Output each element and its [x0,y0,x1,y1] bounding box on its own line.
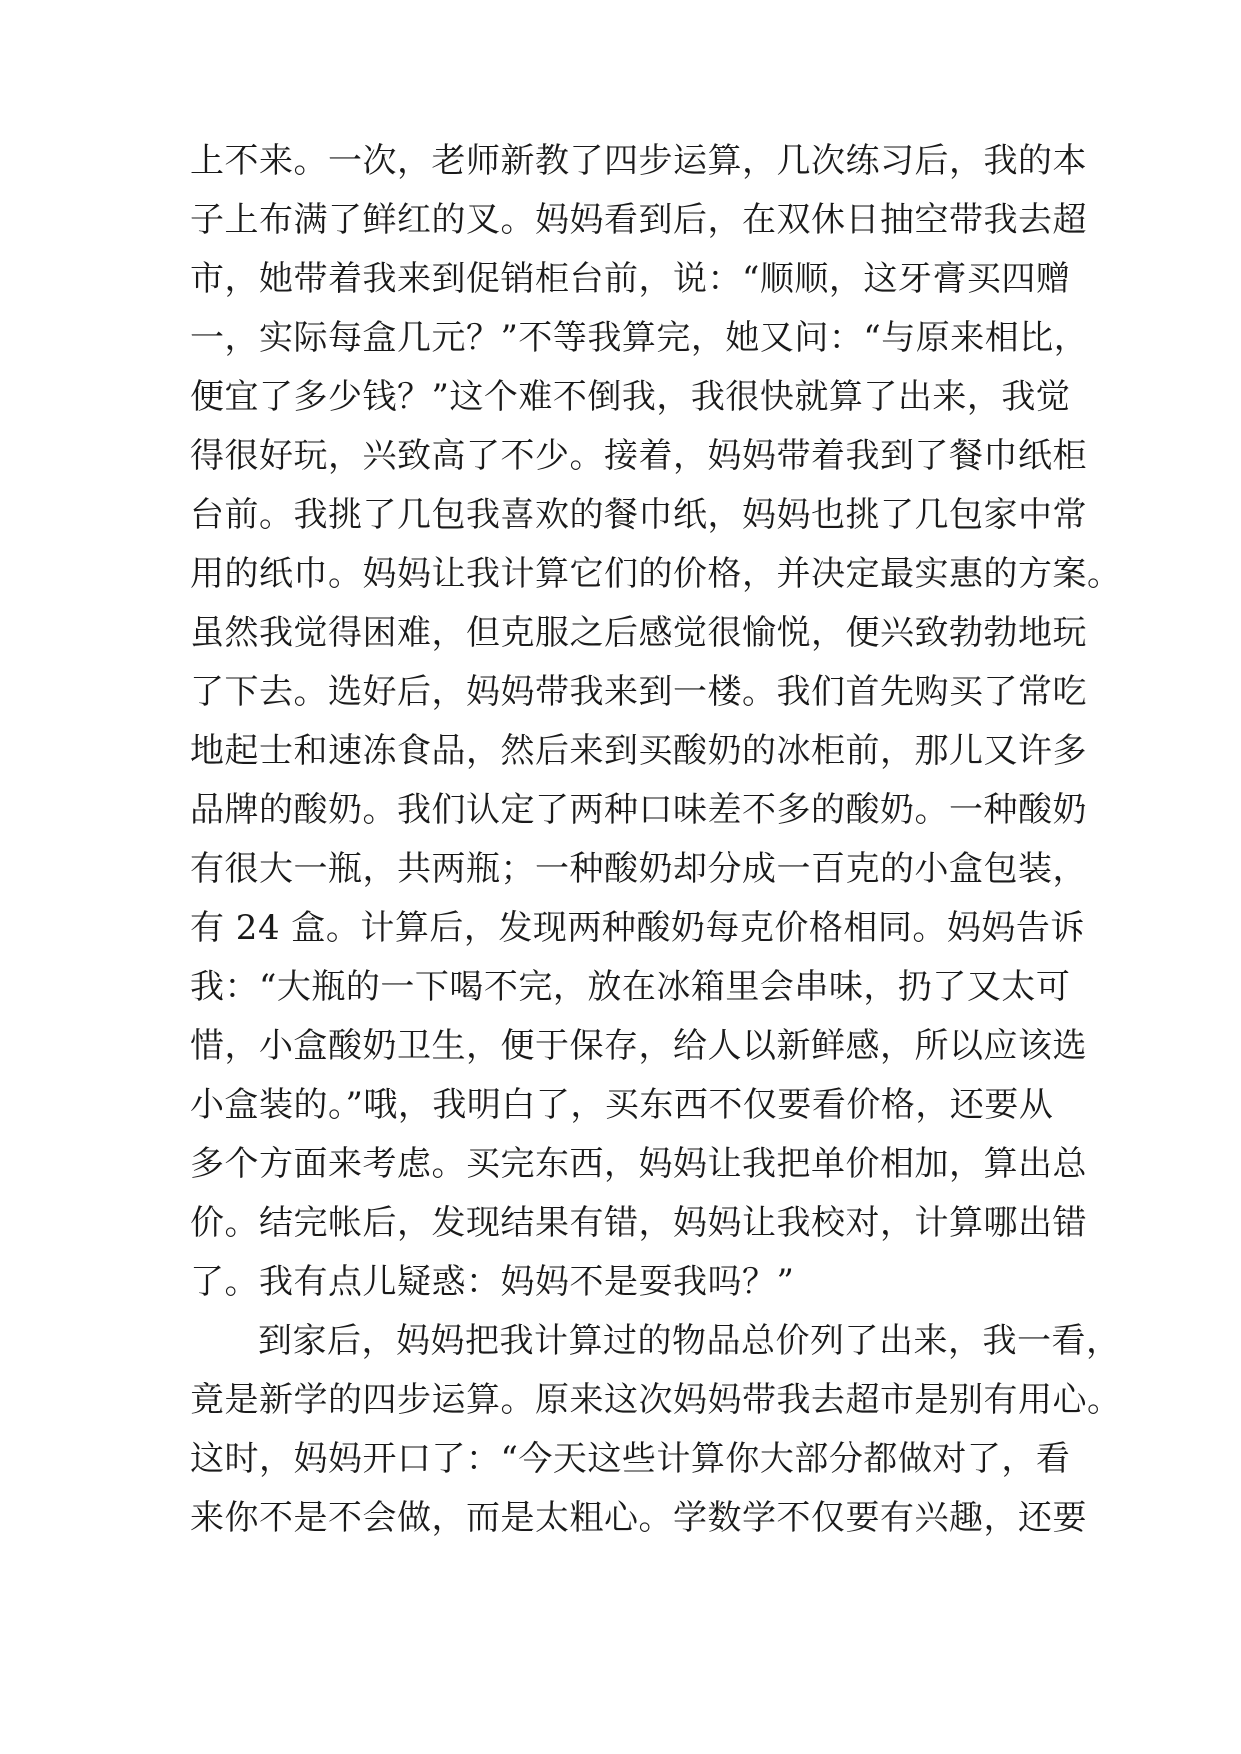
text-line: 市，她带着我来到促销柜台前，说：“顺顺，这牙膏买四赠 [190,259,1071,299]
text-line: 有很大一瓶，共两瓶；一种酸奶却分成一百克的小盒包装， [190,849,1087,889]
text-line: 了。我有点儿疑惑：妈妈不是耍我吗？” [190,1262,795,1302]
text-line: 我：“大瓶的一下喝不完，放在冰箱里会串味，扔了又太可 [190,967,1071,1007]
text-line: 子上布满了鲜红的叉。妈妈看到后，在双休日抽空带我去超 [190,200,1087,240]
text-line: 一，实际每盒几元？”不等我算完，她又问：“与原来相比， [190,318,1089,358]
paragraph-first-line: 到家后，妈妈把我计算过的物品总价列了出来，我一看， [258,1321,1121,1361]
text-line: 小盒装的。”哦，我明白了，买东西不仅要看价格，还要从 [190,1085,1054,1125]
text-line: 价。结完帐后，发现结果有错，妈妈让我校对，计算哪出错 [190,1203,1087,1243]
text-line: 惜，小盒酸奶卫生，便于保存，给人以新鲜感，所以应该选 [190,1026,1087,1066]
text-line: 用的纸巾。妈妈让我计算它们的价格，并决定最实惠的方案。 [190,554,1122,594]
text-line: 上不来。一次，老师新教了四步运算，几次练习后，我的本 [190,141,1087,181]
text-line: 了下去。选好后，妈妈带我来到一楼。我们首先购买了常吃 [190,672,1087,712]
text-line: 有 24 盒。计算后，发现两种酸奶每克价格相同。妈妈告诉 [190,908,1085,948]
text-line: 品牌的酸奶。我们认定了两种口味差不多的酸奶。一种酸奶 [190,790,1087,830]
text-line: 来你不是不会做，而是太粗心。学数学不仅要有兴趣，还要 [190,1498,1087,1538]
document-body [190,132,1122,1548]
text-line: 地起士和速冻食品，然后来到买酸奶的冰柜前，那儿又许多 [190,731,1087,771]
text-line: 这时，妈妈开口了：“今天这些计算你大部分都做对了，看 [190,1439,1071,1479]
text-line: 竟是新学的四步运算。原来这次妈妈带我去超市是别有用心。 [190,1380,1122,1420]
text-line: 台前。我挑了几包我喜欢的餐巾纸，妈妈也挑了几包家中常 [190,495,1087,535]
text-line: 多个方面来考虑。买完东西，妈妈让我把单价相加，算出总 [190,1144,1087,1184]
text-line: 得很好玩，兴致高了不少。接着，妈妈带着我到了餐巾纸柜 [190,436,1087,476]
text-line: 便宜了多少钱？”这个难不倒我，我很快就算了出来，我觉 [190,377,1071,417]
text-line: 虽然我觉得困难，但克服之后感觉很愉悦，便兴致勃勃地玩 [190,613,1087,653]
